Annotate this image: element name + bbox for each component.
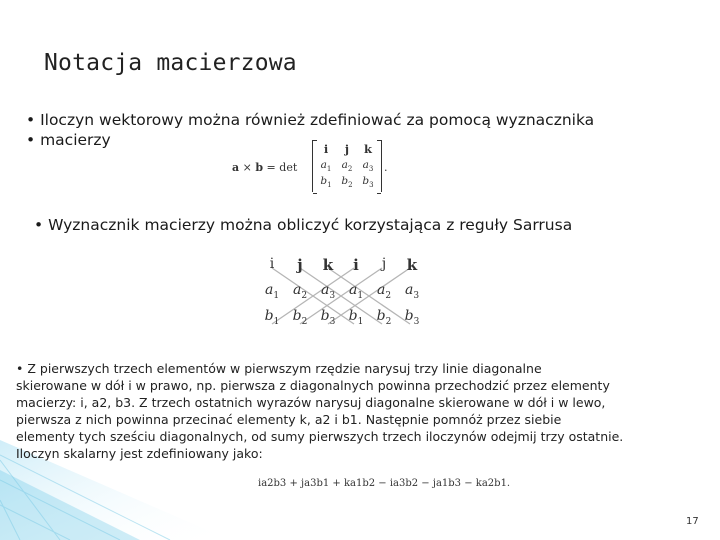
formula-period: . <box>384 161 388 174</box>
paragraph-line: macierzy: i, a2, b3. Z trzech ostatnich wyrazów narysuj diagonalne skierowane w dół i w lewo, <box>16 395 606 410</box>
explanation-paragraph <box>16 360 680 462</box>
matrix-cell: j <box>344 142 350 156</box>
matrix-cell: $a_3$ <box>362 159 374 174</box>
matrix-cell: $a_2$ <box>341 159 353 174</box>
sarrus-cell: $a_3$ <box>404 282 420 301</box>
sarrus-cell: i <box>269 256 275 272</box>
sarrus-cell: $b_2$ <box>292 308 308 327</box>
formula-lhs: a × b = det <box>232 161 298 174</box>
sarrus-cell: $a_3$ <box>320 282 336 301</box>
sarrus-cell: $a_2$ <box>376 282 392 301</box>
sarrus-cell: $a_1$ <box>264 282 280 301</box>
paragraph-line: • Z pierwszych trzech elementów w pierwszym rzędzie narysuj trzy linie diagonalne <box>16 361 542 376</box>
sarrus-cell: $b_1$ <box>348 308 364 327</box>
bullet-item: • Wyznacznik macierzy można obliczyć korzystająca z reguły Sarrusa <box>34 216 573 234</box>
sarrus-cell: $a_1$ <box>348 282 364 301</box>
paragraph-line: skierowane w dół i w prawo, np. pierwsza z diagonalnych powinna przechodzić przez elementy <box>16 378 610 393</box>
paragraph-line: pierwsza z nich powinna przecinać elementy k, a2 i b1. Następnie pomnóż przez siebie <box>16 412 562 427</box>
matrix-cell: $b_3$ <box>362 175 374 190</box>
sarrus-cell: $b_3$ <box>320 308 336 327</box>
sarrus-cell: i <box>353 256 359 274</box>
slide-title: Notacja macierzowa <box>44 50 297 76</box>
sarrus-cell: $a_2$ <box>292 282 308 301</box>
determinant-matrix <box>312 140 382 192</box>
paragraph-line: Iloczyn skalarny jest zdefiniowany jako: <box>16 446 263 461</box>
matrix-cell: k <box>364 142 372 156</box>
sarrus-cell: $b_2$ <box>376 308 392 327</box>
sarrus-diagram <box>258 254 428 330</box>
sarrus-cell: j <box>381 256 387 272</box>
bullet-item: • macierzy <box>26 131 111 149</box>
matrix-cell: $a_1$ <box>320 159 332 174</box>
paragraph-line: elementy tych sześciu diagonalnych, od sumy pierwszych trzech iloczynów odejmij trzy ostatnie. <box>16 429 624 444</box>
sarrus-cell: j <box>297 256 303 274</box>
page-number: 17 <box>686 516 699 527</box>
matrix-cell: $b_1$ <box>320 175 332 190</box>
sarrus-cell: k <box>406 256 418 274</box>
matrix-cell: $b_2$ <box>341 175 353 190</box>
bullet-item: • Iloczyn wektorowy można również zdefiniować za pomocą wyznacznika <box>26 111 595 129</box>
matrix-cell: i <box>323 142 329 156</box>
sarrus-cell: k <box>322 256 334 274</box>
sarrus-cell: $b_3$ <box>404 308 420 327</box>
sarrus-cell: $b_1$ <box>264 308 280 327</box>
scalar-formula: ia2b3 + ja3b1 + ka1b2 − ia3b2 − ja1b3 − ka2b1. <box>258 478 511 489</box>
